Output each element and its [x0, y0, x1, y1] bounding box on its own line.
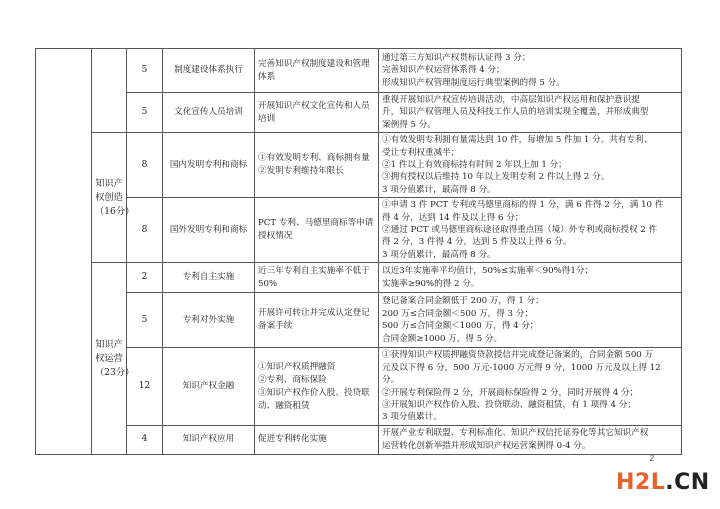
- criteria-line: 200 万≤合同金额＜500 万，得 3 分；: [382, 308, 533, 319]
- logo-part-1: H2L: [616, 470, 666, 495]
- criteria-line: 登记备案合同金额低于 200 万，得 1 分；: [382, 296, 544, 307]
- criteria-line: 500 万≤合同金额＜1000 万，得 4 分；: [382, 321, 539, 332]
- category-label: 知识产: [95, 338, 123, 350]
- score-cell: 8: [127, 198, 163, 263]
- criteria-line: ③开展知识产权作价入股、投贷联动、融资租赁，有 1 项得 4 分；: [382, 399, 636, 410]
- content-line: PCT 专利、马德里商标等申请授权情况: [258, 218, 374, 242]
- table-row: [36, 425, 682, 454]
- score-cell: 8: [127, 133, 163, 198]
- content-line: ②发明专利维持年限长: [258, 166, 344, 177]
- criteria-line: 开展产业专利联盟、专利标准化、知识产权信托证券化等其它知识产权: [382, 428, 649, 439]
- criteria-line: 案例得 5 分。: [382, 119, 436, 130]
- criteria-line: 分。: [382, 375, 400, 386]
- content-line: 近三年专利自主实施率不低于: [258, 265, 370, 276]
- content-line: 完善知识产权制度建设和管理体系: [258, 58, 370, 82]
- criteria-cell: [379, 293, 682, 348]
- content-line: ①知识产权质押融资: [258, 361, 336, 372]
- table-row: [36, 348, 682, 425]
- item-cell: 专利自主实施: [163, 263, 255, 293]
- criteria-line: ①获得知识产权质押融资贷款授信并完成登记备案的，合同金额 500 万: [382, 350, 654, 361]
- content-line: ①有效发明专利、商标拥有量: [258, 153, 370, 164]
- watermark-logo: [616, 470, 710, 495]
- table-row: [36, 49, 682, 93]
- criteria-line: ②1 件以上有效商标持有时间 2 年以上加 1 分；: [382, 160, 567, 171]
- criteria-line: ①有效发明专利拥有量需达到 10 件，每增加 5 件加 1 分。共有专利、: [382, 135, 653, 146]
- criteria-cell: [379, 93, 682, 133]
- criteria-line: ①申请 3 件 PCT 专利或马德里商标的得 1 分，满 6 件得 2 分，满 10 件: [382, 200, 664, 211]
- content-line: ③知识产权作价入股、投贷联: [258, 387, 370, 398]
- score-cell: 4: [127, 425, 163, 454]
- criteria-cell: [379, 425, 682, 454]
- criteria-line: 受让专利权重减半；: [382, 147, 460, 158]
- table-row: [36, 293, 682, 348]
- score-cell: 12: [127, 348, 163, 425]
- criteria-cell: [379, 263, 682, 293]
- criteria-line: 3 项分值累计，最高得 8 分。: [382, 184, 496, 195]
- criteria-line: 形成知识产权管理制度运行典型案例的得 5 分。: [382, 77, 565, 88]
- criteria-line: 重视开展知识产权宣传培训活动，中高层知识产权运用和保护意识提: [382, 95, 640, 105]
- table-row: [36, 133, 682, 198]
- item-cell: 知识产权应用: [163, 425, 255, 454]
- category-cell: [92, 263, 135, 454]
- content-line: 50%: [258, 278, 278, 289]
- content-cell: [255, 348, 379, 425]
- criteria-line: 实施率≥90%的得 2 分。: [382, 278, 480, 289]
- table-row: [36, 263, 682, 293]
- criteria-line: ③拥有授权以后维持 10 年以上发明专利 2 件以上得 2 分。: [382, 172, 610, 183]
- category-label: 权运营: [95, 352, 123, 364]
- content-cell: [255, 133, 379, 198]
- content-line: 开展知识产权文化宣传和人员培训: [258, 100, 370, 124]
- score-cell: 5: [127, 93, 163, 133]
- item-cell: 制度建设体系执行: [163, 49, 255, 93]
- scoring-table: [35, 48, 682, 455]
- page-number: 2: [649, 454, 655, 464]
- content-line: 开展许可转让并完成认定登记备案手续: [258, 308, 370, 332]
- criteria-line: 3 项分值累计，最高得 8 分。: [382, 249, 496, 260]
- criteria-line: 升，知识产权管理人员及科技工作人员的培训实现全覆盖，并形成典型: [382, 107, 649, 118]
- content-line: ②专利、商标保险: [258, 374, 327, 385]
- score-cell: 5: [127, 293, 163, 348]
- criteria-line: ②开展专利保险得 2 分，开展商标保险得 2 分，同时开展得 4 分；: [382, 387, 639, 398]
- criteria-line: 3 项分值累计。: [382, 412, 442, 423]
- criteria-cell: [379, 133, 682, 198]
- content-cell: [255, 263, 379, 293]
- item-cell: 国外发明专利和商标: [163, 198, 255, 263]
- category-label: 知识产: [95, 177, 123, 189]
- score-cell: 5: [127, 49, 163, 93]
- content-cell: [255, 198, 379, 263]
- criteria-line: 完善知识产权运营体系得 4 分；: [382, 65, 505, 76]
- category-label: 权创造: [95, 191, 123, 203]
- criteria-line: 运营转化创新举措并形成知识产权运营案例得 0-4 分。: [382, 440, 591, 451]
- criteria-line: ②通过 PCT 或马德里商标途径取得重点国（境）外专利或商标授权 2 件: [382, 225, 658, 236]
- item-cell: 专利对外实施: [163, 293, 255, 348]
- criteria-cell: [379, 198, 682, 263]
- content-cell: [255, 425, 379, 454]
- blank-column-cell: [36, 49, 92, 455]
- criteria-line: 以近3年实施率平均值计，50%≤实施率＜90%得1分；: [382, 266, 594, 277]
- criteria-line: 得 2 分，3 件得 4 分，达到 5 件及以上得 6 分。: [382, 237, 572, 248]
- criteria-line: 通过第三方知识产权贯标认证得 3 分；: [382, 52, 531, 63]
- table-row: [36, 93, 682, 133]
- content-cell: [255, 293, 379, 348]
- criteria-line: 元及以下得 6 分，500 万元-1000 万元得 9 分，1000 万元及以上得 12: [382, 362, 661, 373]
- content-line: 动、融资租赁: [258, 400, 310, 411]
- logo-part-2: .CN: [665, 470, 710, 495]
- criteria-cell: [379, 49, 682, 93]
- category-label: （23分）: [95, 366, 135, 378]
- criteria-line: 合同金额≥1000 万，得 5 分。: [382, 333, 503, 344]
- table-body: [36, 49, 682, 455]
- category-cell: [92, 133, 135, 263]
- criteria-cell: [379, 348, 682, 425]
- item-cell: 国内发明专利和商标: [163, 133, 255, 198]
- criteria-line: 得 4 分，达到 14 件及以上得 6 分；: [382, 212, 524, 223]
- category-cell-empty: [92, 49, 127, 133]
- content-cell: [255, 49, 379, 93]
- item-cell: 文化宣传人员培训: [163, 93, 255, 133]
- score-cell: 2: [127, 263, 163, 293]
- category-label: （16分）: [95, 205, 135, 217]
- item-cell: 知识产权金融: [163, 348, 255, 425]
- content-cell: [255, 93, 379, 133]
- content-line: 促进专利转化实施: [258, 434, 327, 445]
